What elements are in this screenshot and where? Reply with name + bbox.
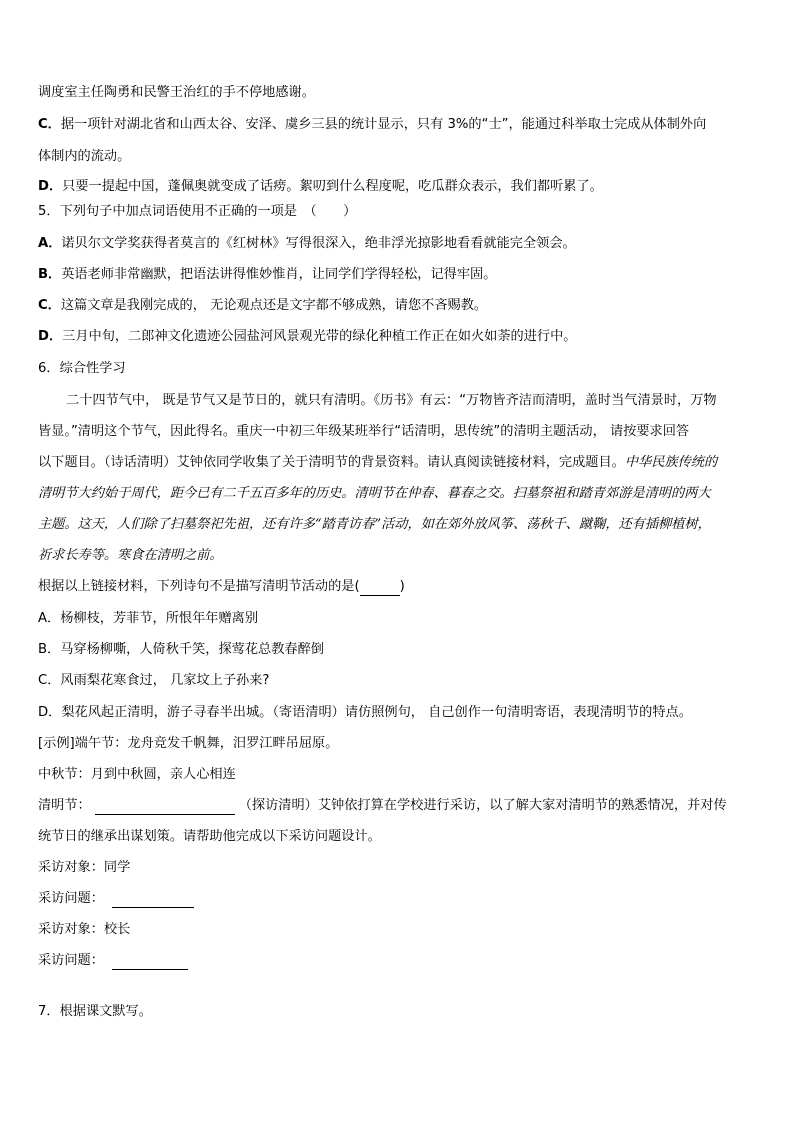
example-line: 中秋节：月到中秋圆，亲人心相连 bbox=[38, 767, 236, 782]
interview-question-1: 采访问题： bbox=[38, 890, 194, 908]
q6-question-stem: 根据以上链接材料，下列诗句不是描写清明节活动的是( ) bbox=[38, 579, 405, 594]
passage-line: 以下题目。（诗话清明）艾钟依同学收集了关于清明节的背景资料。请认真阅读链接材料，完成题目。中华民族传统的 bbox=[38, 455, 718, 470]
qingming-answer-line: 清明节： （探访清明）艾钟依打算在学校进行采访，以了解大家对清明节的熟悉情况，并对传 bbox=[38, 798, 727, 813]
passage-line: 祈求长寿等。寒食在清明之前。 bbox=[38, 548, 223, 563]
answer-blank[interactable] bbox=[360, 581, 400, 596]
interview-object-2: 采访对象：校长 bbox=[38, 922, 131, 937]
question-7-title: 7．根据课文默写。 bbox=[38, 1004, 152, 1019]
option-c: C．据一项针对湖北省和山西太谷、安泽、虞乡三县的统计显示，只有 3%的“士”，能通过科举取士完成从体制外向 bbox=[38, 117, 707, 132]
q5-option-c: C．这篇文章是我刚完成的， 无论观点还是文字都不够成熟，请您不吝赐教。 bbox=[38, 298, 488, 313]
text-line: 调度室主任陶勇和民警王治红的手不停地感谢。 bbox=[38, 85, 315, 100]
q6-option-b: B．马穿杨柳嘶，人倚秋千笑，探莺花总教春醉倒 bbox=[38, 642, 324, 657]
passage-line: 皆显。”清明这个节气，因此得名。重庆一中初三年级某班举行“话清明，思传统”的清明主题活动， 请按要求回答 bbox=[38, 424, 690, 439]
interview-object-1: 采访对象：同学 bbox=[38, 860, 131, 875]
passage-line: 清明节大约始于周代，距今已有二千五百多年的历史。清明节在仲春、暮春之交。扫墓祭祖和踏青郊游是清明的两大 bbox=[38, 486, 711, 501]
text-line: 统节日的继承出谋划策。请帮助他完成以下采访问题设计。 bbox=[38, 829, 381, 844]
interview-blank-1[interactable] bbox=[112, 893, 194, 908]
q6-option-c: C．风雨梨花寒食过， 几家坟上子孙来? bbox=[38, 673, 270, 688]
passage-line: 二十四节气中， 既是节气又是节日的，就只有清明。《历书》有云：“万物皆齐洁而清明，盖时当气清景时，万物 bbox=[66, 393, 717, 408]
text-line: 体制内的流动。 bbox=[38, 149, 131, 164]
interview-question-2: 采访问题： bbox=[38, 952, 188, 970]
q5-option-a: A．诺贝尔文学奖获得者莫言的《红树林》写得很深入，绝非浮光掠影地看看就能完全领会。 bbox=[38, 236, 576, 251]
q5-option-d: D．三月中旬，二郎神文化遗迹公园盐河风景观光带的绿化种植工作正在如火如荼的进行中。 bbox=[38, 329, 577, 344]
question-6-title: 6．综合性学习 bbox=[38, 361, 126, 376]
qingming-blank[interactable] bbox=[95, 800, 235, 815]
passage-line: 主题。这天，人们除了扫墓祭祀先祖，还有许多“踏青访春”活动，如在郊外放风筝、荡秋千、蹴鞠，还有插柳植树， bbox=[38, 517, 711, 532]
option-d: D．只要一提起中国，蓬佩奥就变成了话痨。絮叨到什么程度呢，吃瓜群众表示，我们都听累了。 bbox=[38, 179, 603, 194]
q6-option-a: A．杨柳枝，芳菲节，所恨年年赠离别 bbox=[38, 611, 259, 626]
question-5-stem: 5．下列句子中加点词语使用不正确的一项是 （ ） bbox=[38, 204, 357, 219]
q5-option-b: B．英语老师非常幽默，把语法讲得惟妙惟肖，让同学们学得轻松，记得牢固。 bbox=[38, 267, 497, 282]
example-line: [示例]端午节：龙舟竞发千帆舞，汨罗江畔吊屈原。 bbox=[38, 736, 339, 751]
q6-option-d: D．梨花风起正清明，游子寻春半出城。（寄语清明）请仿照例句， 自己创作一句清明寄语，表现清明节的特点。 bbox=[38, 705, 692, 720]
interview-blank-2[interactable] bbox=[112, 955, 188, 970]
